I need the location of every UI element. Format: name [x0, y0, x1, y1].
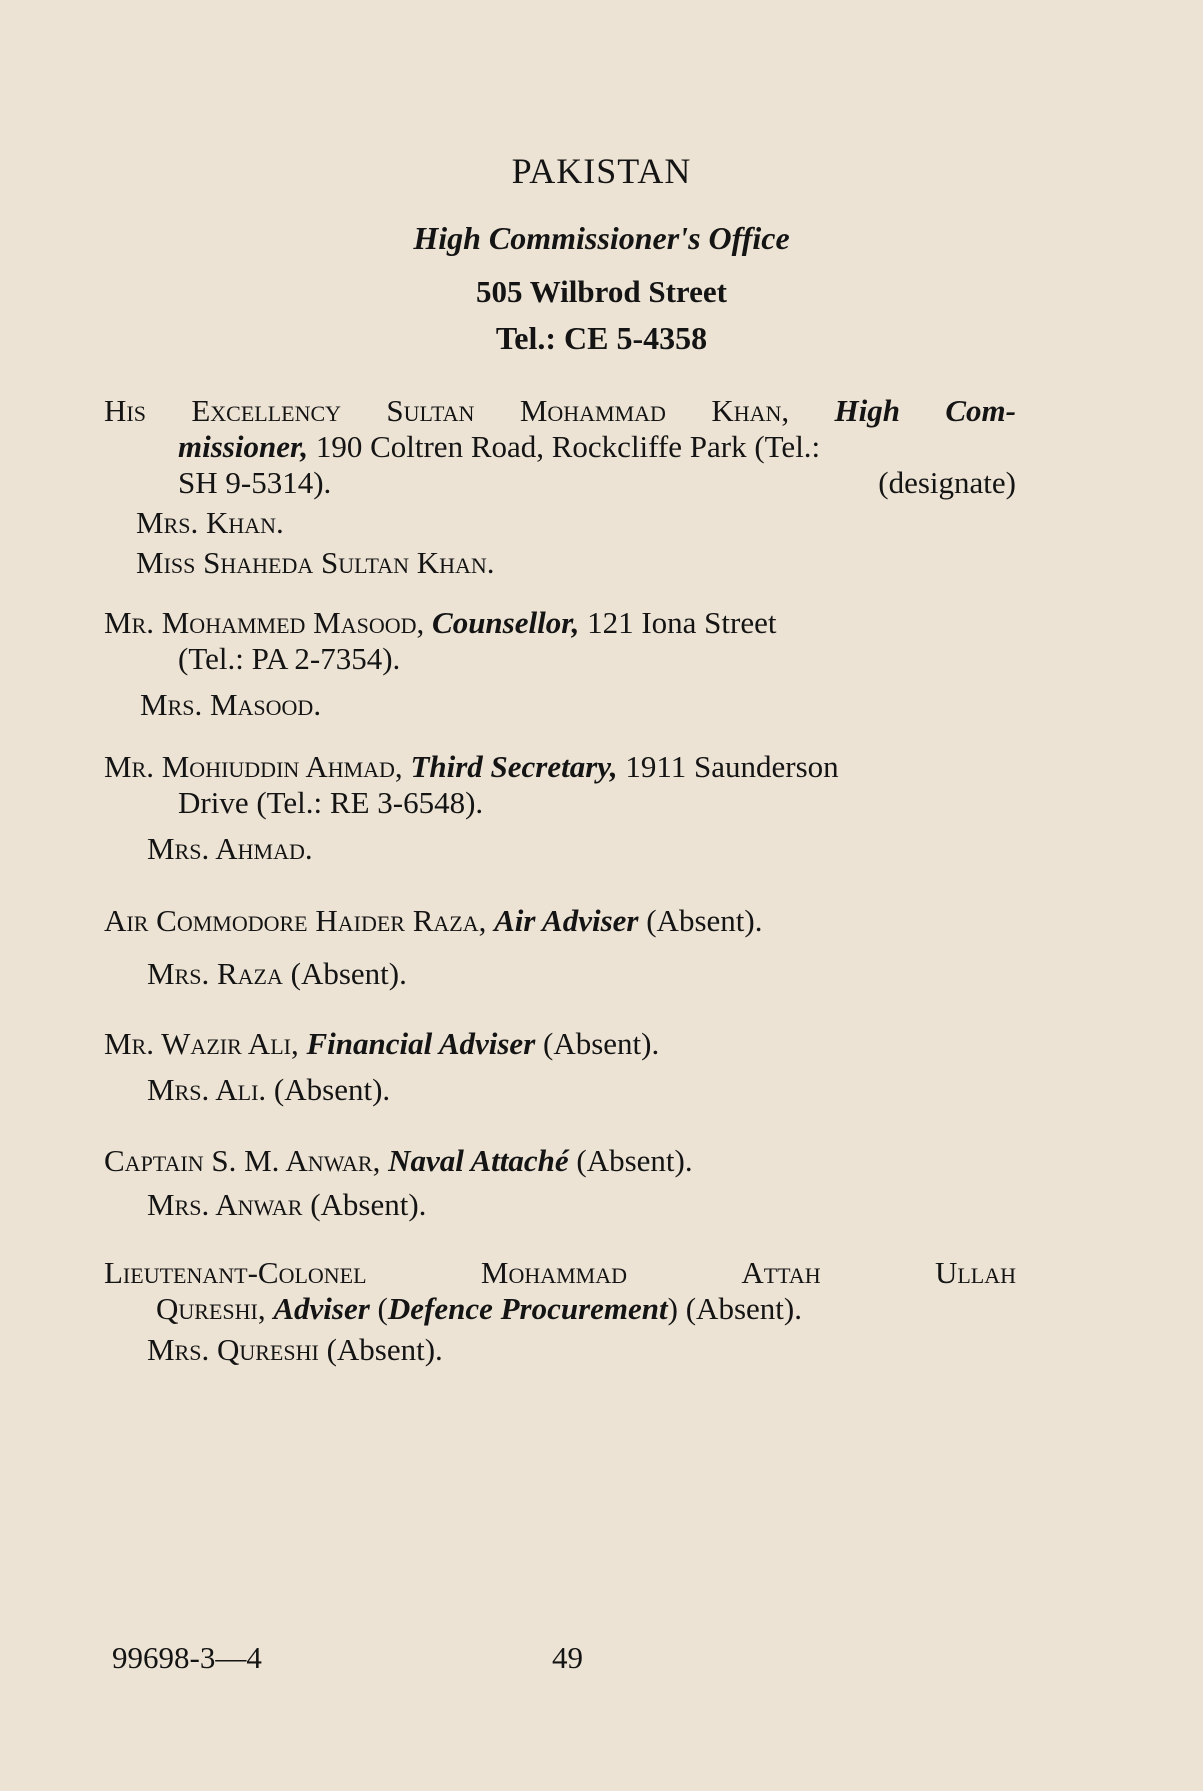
entry-line	[104, 605, 1016, 641]
person-name-part: Qureshi,	[156, 1291, 266, 1326]
office-address: 505 Wilbrod Street	[476, 274, 727, 309]
person-name: Air Commodore Haider Raza,	[104, 903, 487, 938]
entry-line	[104, 749, 1016, 785]
spouse-name: Mrs. Raza	[147, 956, 283, 991]
person-telephone: SH 9-5314).	[178, 465, 332, 500]
entry-high-commissioner	[104, 393, 1016, 501]
entry-line	[104, 1143, 1016, 1179]
absent-note: (Absent).	[535, 1026, 660, 1061]
entry-line	[104, 465, 1016, 501]
person-name: Mr. Mohammed Masood,	[104, 605, 425, 640]
absent-note: (Absent).	[282, 956, 407, 991]
person-title: Lieutenant-Colonel	[104, 1255, 367, 1290]
absent-note: (Absent).	[638, 903, 763, 938]
spouse-name: Mrs. Ali.	[147, 1072, 267, 1107]
person-name: Mr. Wazir Ali,	[104, 1026, 299, 1061]
person-role: Counsellor,	[432, 605, 580, 640]
entry-financial-adviser	[104, 1026, 1016, 1062]
entry-line: Qureshi, Adviser (Defence Procurement) (Absent).	[156, 1291, 802, 1326]
person-role: Financial Adviser	[306, 1026, 536, 1061]
spouse-line	[147, 1187, 426, 1223]
spouse-line	[147, 1072, 390, 1108]
entry-third-secretary	[104, 749, 1016, 821]
person-role: High Com-	[834, 393, 1016, 428]
person-role-detail: Defence Procurement	[387, 1291, 668, 1326]
entry-naval-attache	[104, 1143, 1016, 1179]
person-name: His Excellency Sultan Mohammad Khan,	[104, 393, 790, 428]
country-heading: PAKISTAN	[511, 151, 692, 191]
person-role: Third Secretary,	[410, 749, 618, 784]
spouse-name: Mrs. Khan.	[136, 505, 284, 540]
spouse-name: Mrs. Ahmad.	[147, 831, 313, 866]
person-address: 1911 Saunderson	[617, 749, 839, 784]
person-address: 121 Iona Street	[579, 605, 777, 640]
entry-line	[104, 429, 1016, 465]
absent-note: (Absent).	[302, 1187, 427, 1222]
spouse-name: Mrs. Masood.	[140, 687, 322, 722]
person-name-part: Ullah	[934, 1255, 1016, 1290]
entry-line	[104, 903, 1016, 939]
absent-note: (Absent).	[266, 1072, 391, 1107]
page-number: 49	[552, 1640, 583, 1675]
person-name: Captain S. M. Anwar,	[104, 1143, 381, 1178]
person-name: Mr. Mohiuddin Ahmad,	[104, 749, 403, 784]
spouse-name: Mrs. Anwar	[147, 1187, 303, 1222]
absent-note: (Absent).	[568, 1143, 693, 1178]
family-member-name: Miss Shaheda Sultan Khan.	[136, 545, 495, 580]
spouse-name: Mrs. Qureshi	[147, 1332, 319, 1367]
person-role: missioner,	[178, 429, 309, 464]
person-address: 190 Coltren Road, Rockcliffe Park (Tel.:	[308, 429, 821, 464]
print-code: 99698-3—4	[112, 1640, 262, 1675]
spouse-line	[147, 956, 407, 992]
person-telephone: (Tel.: PA 2-7354).	[178, 641, 401, 676]
person-role: Air Adviser	[494, 903, 639, 938]
entry-defence-adviser	[104, 1255, 1016, 1327]
spouse-line	[147, 1332, 443, 1368]
person-name-part: Mohammad	[480, 1255, 628, 1290]
absent-note: (Absent).	[677, 1291, 802, 1326]
absent-note: (Absent).	[318, 1332, 443, 1367]
entry-line	[104, 393, 1016, 429]
entry-air-adviser	[104, 903, 1016, 939]
person-role: Naval Attaché	[388, 1143, 569, 1178]
entry-counsellor	[104, 605, 1016, 677]
person-name-part: Attah	[741, 1255, 821, 1290]
office-heading: High Commissioner's Office	[413, 220, 790, 256]
office-telephone: Tel.: CE 5-4358	[495, 320, 708, 356]
designate-note: (designate)	[878, 465, 1016, 500]
entry-line	[104, 1255, 1016, 1291]
entry-line	[104, 1026, 1016, 1062]
person-address: Drive (Tel.: RE 3-6548).	[178, 785, 484, 820]
person-role: Adviser	[273, 1291, 370, 1326]
